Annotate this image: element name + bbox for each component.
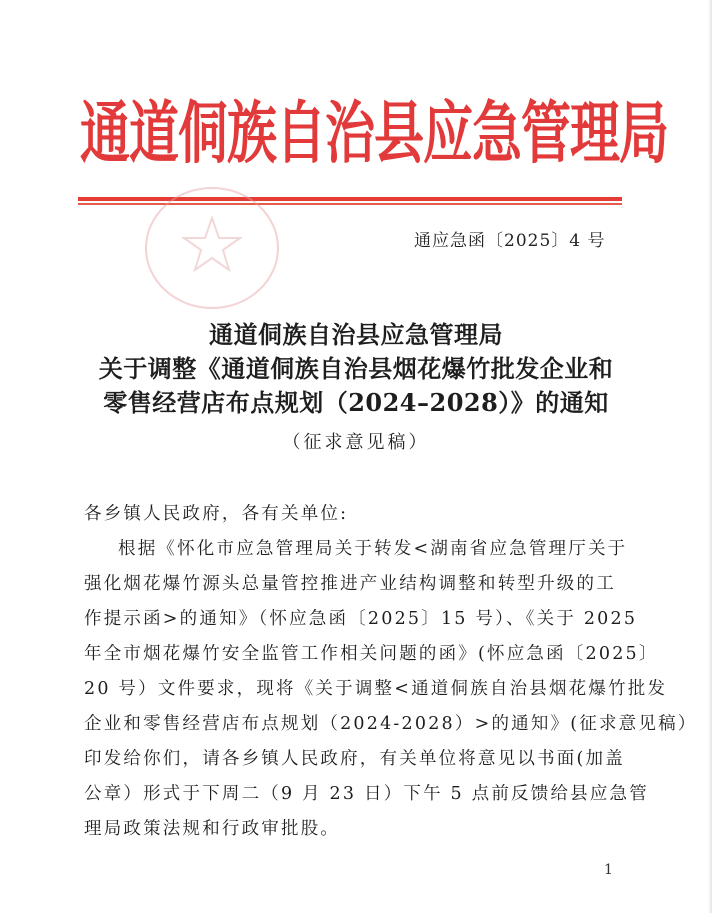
body-line: 作提示函>的通知》（怀应急函〔2025〕15 号）、《关于 2025 [84,609,638,629]
body-line: 20 号）文件要求，现将《关于调整<通道侗族自治县烟花爆竹批发 [84,679,668,699]
star-icon [184,218,240,270]
title-line: 通道侗族自治县应急管理局 [209,320,503,349]
body-line: 印发给你们，请各乡镇人民政府，有关单位将意见以书面(加盖 [84,749,625,769]
seal-ring [146,188,278,308]
page-number: 1 [604,862,613,878]
salutation: 各乡镇人民政府，各有关单位: [84,504,349,524]
body-line: 公章）形式于下周二（9 月 23 日）下午 5 点前反馈给县应急管 [84,784,649,804]
body-line: 企业和零售经营店布点规划（2024-2028）>的通知》(征求意见稿） [84,714,698,734]
body-line: 年全市烟花爆竹安全监管工作相关问题的函》(怀应急函〔2025〕 [84,644,659,664]
body-line: 根据《怀化市应急管理局关于转发<湖南省应急管理厅关于 [118,539,628,559]
document-title [60,318,652,420]
official-seal [138,180,286,310]
letterhead-title: 通道侗族自治县应急管理局 [80,93,668,173]
title-line: 零售经营店布点规划（2024–2028）》的通知 [103,388,609,417]
body-line: 强化烟花爆竹源头总量管控推进产业结构调整和转型升级的工 [84,574,616,594]
document-body [84,497,698,847]
title-line: 关于调整《通道侗族自治县烟花爆竹批发企业和 [98,354,614,383]
body-line: 理局政策法规和行政审批股。 [84,819,341,839]
page-edge-shadow [708,0,712,913]
document-number: 通应急函〔2025〕4 号 [414,231,606,251]
document-subtitle: （征求意见稿） [282,432,430,453]
